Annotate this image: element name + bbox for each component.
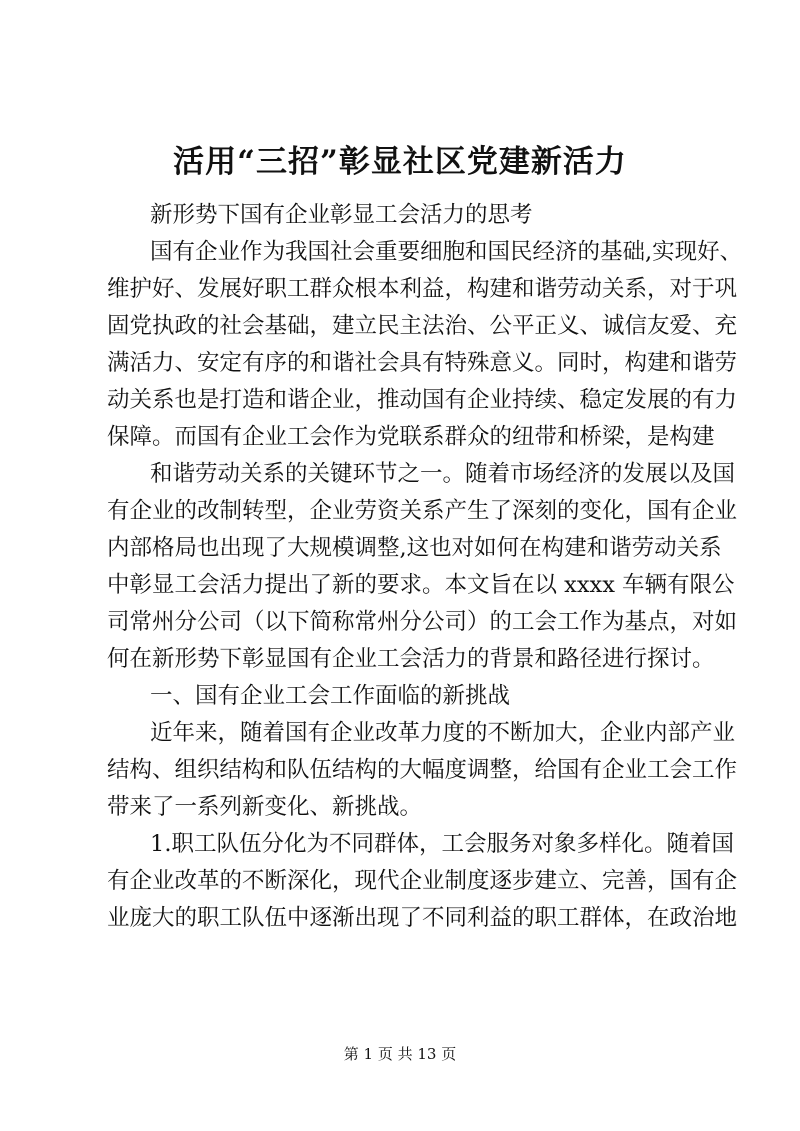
- body-line: 固党执政的社会基础，建立民主法治、公平正义、诚信友爱、充: [107, 313, 738, 339]
- body-line: 近年来，随着国有企业改革力度的不断加大，企业内部产业: [150, 720, 736, 746]
- body-line: 国有企业作为我国社会重要细胞和国民经济的基础,实现好、: [150, 239, 743, 265]
- body-line: 结构、组织结构和队伍结构的大幅度调整，给国有企业工会工作: [107, 757, 738, 783]
- body-line: 有企业改革的不断深化，现代企业制度逐步建立、完善，国有企: [107, 868, 738, 894]
- body-line: 保障。而国有企业工会作为党联系群众的纽带和桥梁，是构建: [107, 424, 715, 450]
- body-line: 有企业的改制转型，企业劳资关系产生了深刻的变化，国有企业: [107, 498, 738, 524]
- body-line: 中彰显工会活力提出了新的要求。本文旨在以 xxxx 车辆有限公: [107, 572, 735, 598]
- body-line: 维护好、发展好职工群众根本利益，构建和谐劳动关系，对于巩: [107, 276, 738, 302]
- body-line: 业庞大的职工队伍中逐渐出现了不同利益的职工群体，在政治地: [107, 905, 738, 931]
- body-line: 动关系也是打造和谐企业，推动国有企业持续、稳定发展的有力: [107, 387, 738, 413]
- body-line: 内部格局也出现了大规模调整,这也对如何在构建和谐劳动关系: [107, 535, 722, 561]
- document-title: 活用“三招”彰显社区党建新活力: [173, 144, 627, 180]
- body-line: 带来了一系列新变化、新挑战。: [107, 794, 423, 820]
- body-line: 满活力、安定有序的和谐社会具有特殊意义。同时，构建和谐劳: [107, 350, 738, 376]
- body-line: 1.职工队伍分化为不同群体，工会服务对象多样化。随着国: [150, 831, 734, 857]
- section-heading: 一、国有企业工会工作面临的新挑战: [150, 683, 511, 709]
- body-line: 司常州分公司（以下简称常州分公司）的工会工作为基点，对如: [107, 609, 738, 635]
- body-line: 何在新形势下彰显国有企业工会活力的背景和路径进行探讨。: [107, 646, 715, 672]
- body-line: 新形势下国有企业彰显工会活力的思考: [150, 202, 533, 228]
- body-line: 和谐劳动关系的关键环节之一。随着市场经济的发展以及国: [150, 461, 736, 487]
- page-footer: 第 1 页 共 13 页: [343, 1045, 457, 1063]
